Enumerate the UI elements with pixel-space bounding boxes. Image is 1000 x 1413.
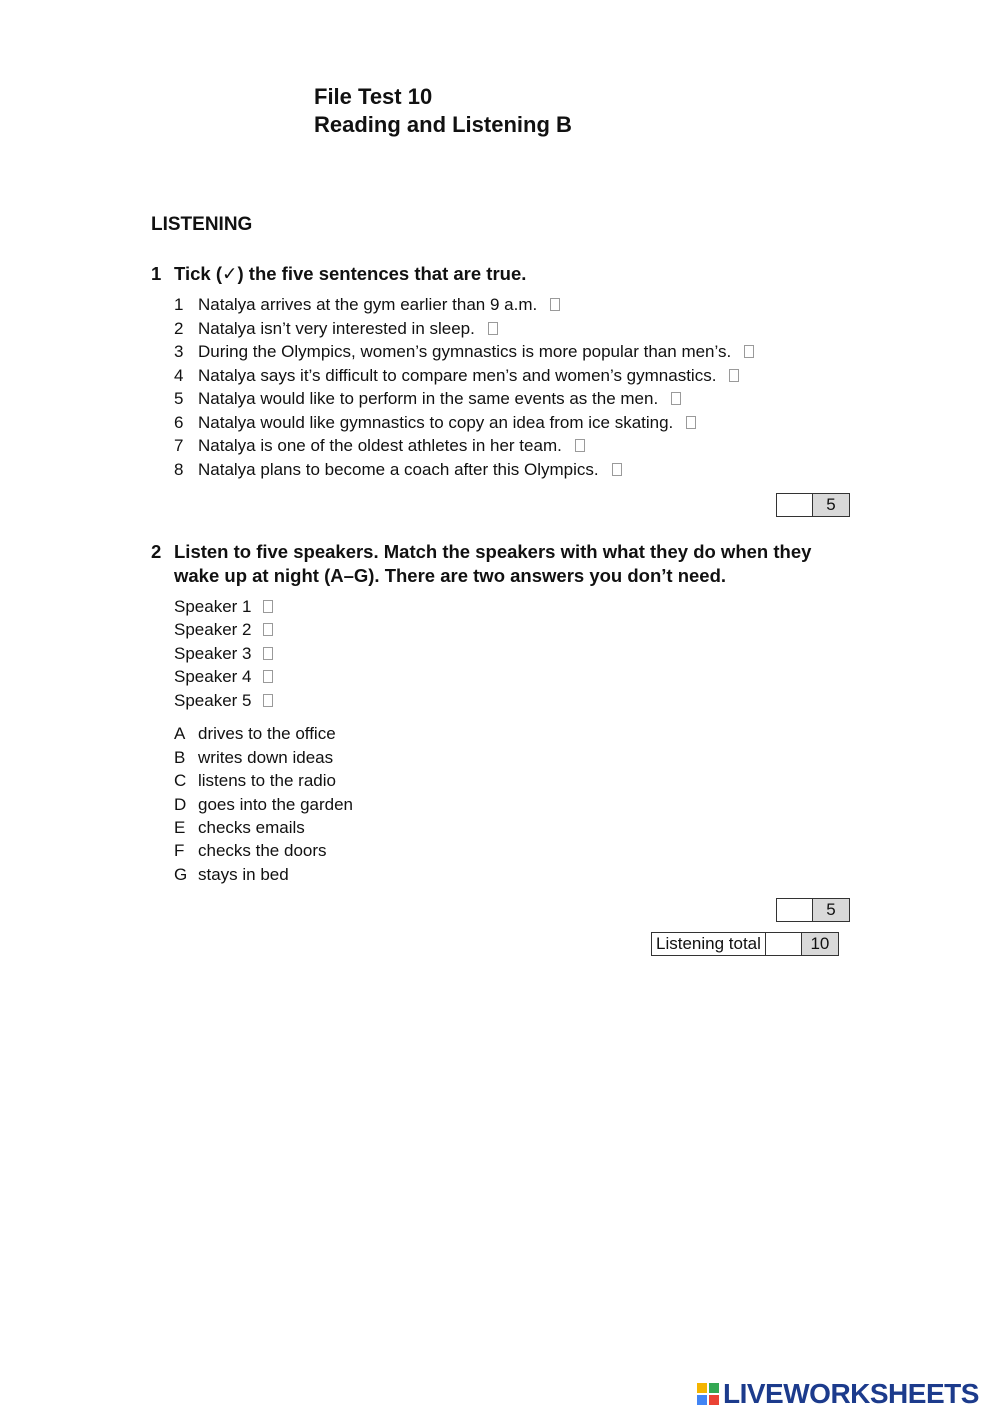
speaker-label: Speaker 5 [174, 691, 252, 710]
section-title: LISTENING [151, 214, 253, 235]
question-1-instruction: Tick (✓) the five sentences that are true. [174, 263, 527, 284]
list-item [174, 690, 273, 712]
option-letter: F [174, 841, 185, 860]
score-blank [777, 899, 813, 921]
item-number: 4 [174, 366, 184, 385]
answer-box[interactable] [263, 670, 273, 683]
option-letter: G [174, 865, 188, 884]
list-item [174, 619, 273, 641]
logo-mark-icon [697, 1383, 719, 1405]
speaker-label: Speaker 4 [174, 667, 252, 686]
answer-box[interactable] [263, 600, 273, 613]
answer-box[interactable] [263, 623, 273, 636]
option-letter: D [174, 795, 187, 814]
item-text: Natalya arrives at the gym earlier than 9 a.m. [198, 295, 538, 314]
test-title: File Test 10 [314, 84, 433, 109]
score-max: 10 [802, 933, 838, 955]
tick-box[interactable] [612, 463, 622, 476]
option-letter: E [174, 818, 186, 837]
option-text: checks the doors [198, 841, 327, 860]
question-2-number: 2 [151, 541, 162, 562]
tick-box[interactable] [686, 416, 696, 429]
option-text: checks emails [198, 818, 305, 837]
item-number: 5 [174, 389, 184, 408]
item-text: Natalya plans to become a coach after this Olympics. [198, 460, 599, 479]
question-2-instruction: Listen to five speakers. Match the speakers with what they do when they wake up at night (A–G). There are two answers you don’t need. [174, 541, 812, 586]
logo-text: LIVEWORKSHEETS [723, 1378, 979, 1409]
liveworksheets-logo [697, 1378, 979, 1410]
item-number: 2 [174, 319, 184, 338]
option-text: writes down ideas [198, 748, 334, 767]
item-text: Natalya says it’s difficult to compare men’s and women’s gymnastics. [198, 366, 717, 385]
answer-box[interactable] [263, 647, 273, 660]
item-number: 1 [174, 295, 184, 314]
option-text: listens to the radio [198, 771, 336, 790]
item-text: During the Olympics, women’s gymnastics is more popular than men’s. [198, 342, 732, 361]
option-letter: A [174, 724, 186, 743]
question-1-number: 1 [151, 263, 162, 284]
item-number: 7 [174, 436, 184, 455]
option-letter: C [174, 771, 187, 790]
option-text: drives to the office [198, 724, 336, 743]
item-number: 3 [174, 342, 184, 361]
option-text: goes into the garden [198, 795, 354, 814]
answer-box[interactable] [263, 694, 273, 707]
speaker-label: Speaker 2 [174, 620, 252, 639]
tick-box[interactable] [744, 345, 754, 358]
test-subtitle: Reading and Listening B [314, 112, 572, 137]
question-1-score [776, 493, 850, 517]
tick-box[interactable] [550, 298, 560, 311]
option-text: stays in bed [198, 865, 289, 884]
item-text: Natalya would like to perform in the same events as the men. [198, 389, 659, 408]
score-max: 5 [813, 494, 849, 516]
listening-total-label: Listening total [652, 933, 766, 955]
question-2-score [776, 898, 850, 922]
item-text: Natalya would like gymnastics to copy an idea from ice skating. [198, 413, 674, 432]
speaker-label: Speaker 1 [174, 597, 252, 616]
option-letter: B [174, 748, 186, 767]
question-2-heading [151, 540, 851, 588]
score-blank [766, 933, 802, 955]
listening-total-score [651, 932, 839, 956]
item-number: 6 [174, 413, 184, 432]
item-number: 8 [174, 460, 184, 479]
item-text: Natalya is one of the oldest athletes in her team. [198, 436, 562, 455]
list-item [174, 596, 273, 618]
list-item [174, 643, 273, 665]
tick-box[interactable] [575, 439, 585, 452]
score-blank [777, 494, 813, 516]
speaker-label: Speaker 3 [174, 644, 252, 663]
list-item [174, 666, 273, 688]
question-1-heading [151, 262, 851, 286]
tick-box[interactable] [671, 392, 681, 405]
tick-box[interactable] [729, 369, 739, 382]
tick-box[interactable] [488, 322, 498, 335]
item-text: Natalya isn’t very interested in sleep. [198, 319, 475, 338]
score-max: 5 [813, 899, 849, 921]
